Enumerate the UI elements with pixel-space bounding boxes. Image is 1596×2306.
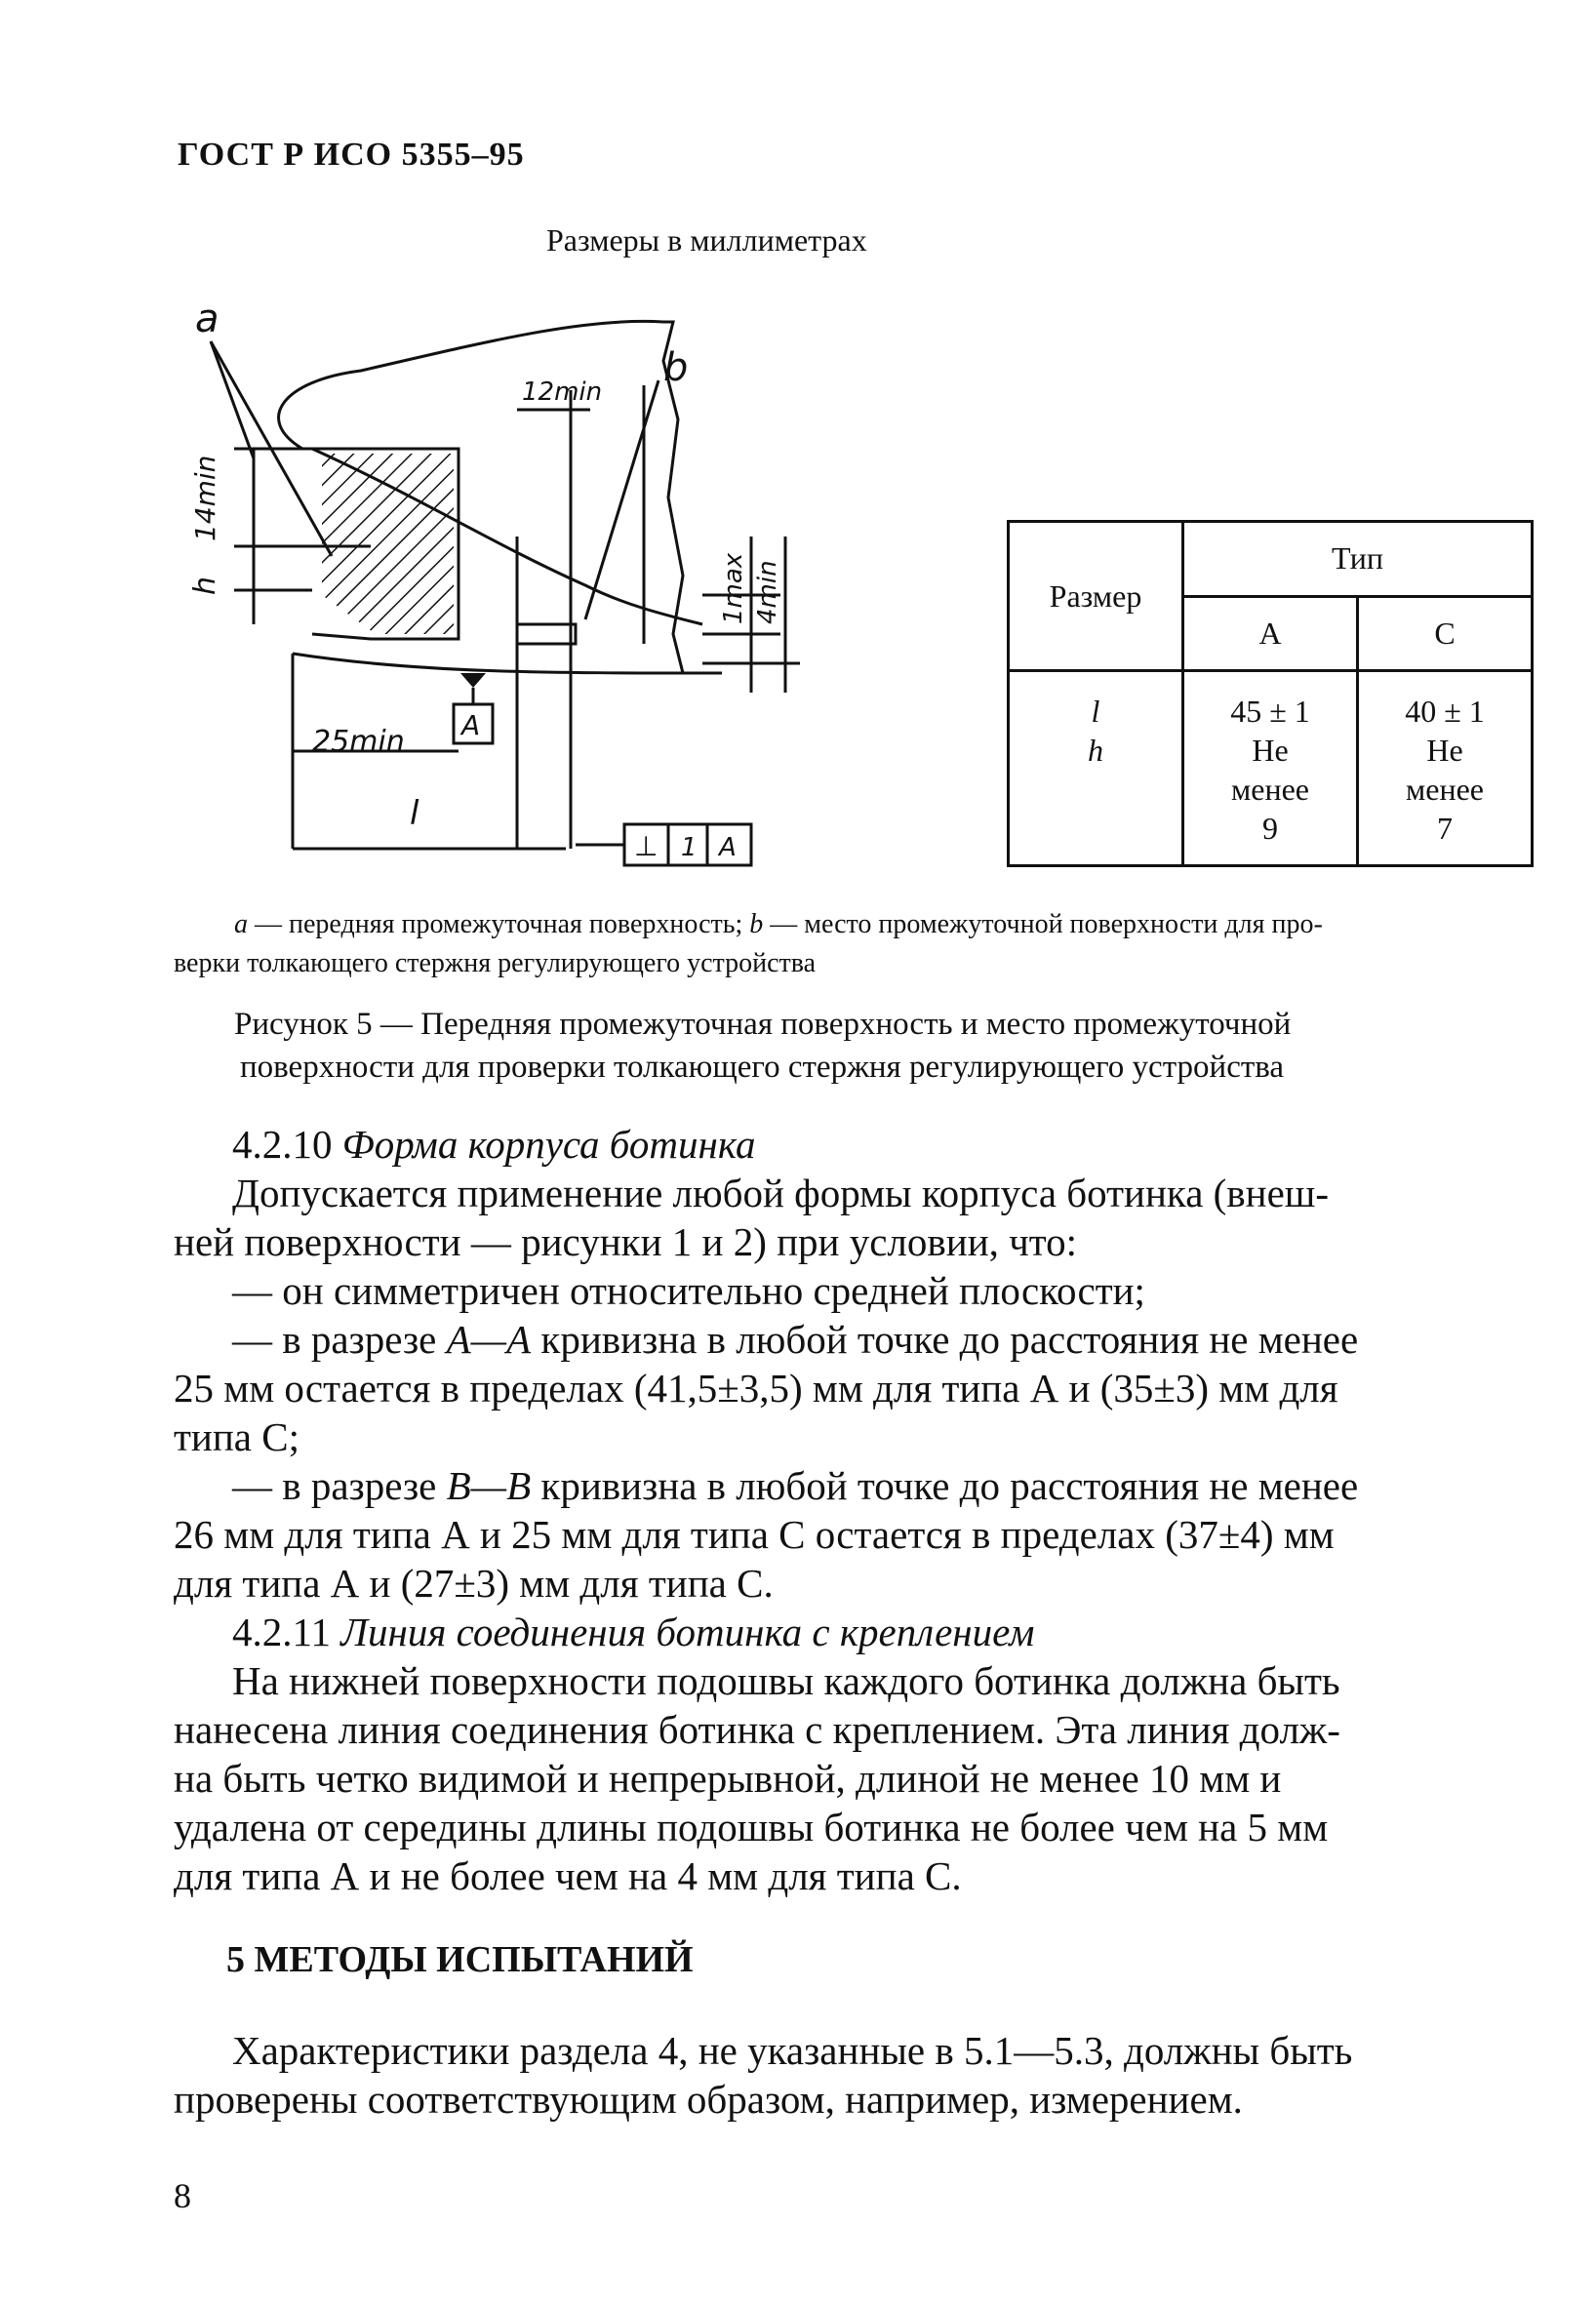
row-l-label: l xyxy=(1091,694,1100,729)
type-a-h3: 9 xyxy=(1262,811,1278,846)
datum-label: A xyxy=(461,709,481,741)
page-number: 8 xyxy=(174,2176,191,2215)
label-a: a xyxy=(195,302,219,341)
section-4-2-10-heading: 4.2.10 Форма корпуса ботинка xyxy=(232,1122,756,1167)
label-25min: 25min xyxy=(312,725,405,759)
header-type-c: С xyxy=(1358,596,1533,671)
s4210-p5: 25 мм остается в пределах (41,5±3,5) мм для типа А и (35±3) мм для xyxy=(174,1366,1338,1411)
s5-p1: Характеристики раздела 4, не указанные в 5.1—5.3, должны быть xyxy=(232,2028,1353,2073)
s4210-p3: — он симметричен относительно средней плоскости; xyxy=(232,1268,1145,1313)
figure-legend-line2: верки толкающего стержня регулирующего устройства xyxy=(174,948,817,978)
type-a-h1: Не xyxy=(1252,733,1289,768)
dimensions-table xyxy=(1007,520,1534,867)
type-c-h1: Не xyxy=(1426,733,1463,768)
type-a-values xyxy=(1183,671,1358,866)
row-h-label: h xyxy=(1088,733,1103,768)
type-c-h3: 7 xyxy=(1437,811,1453,846)
s4211-p2: нанесена линия соединения ботинка с креплением. Эта линия долж- xyxy=(174,1707,1340,1752)
s4211-p3: на быть четко видимой и непрерывной, длиной не менее 10 мм и xyxy=(174,1756,1282,1801)
label-h: h xyxy=(188,576,222,595)
row-labels xyxy=(1009,671,1183,866)
s4210-p6: типа С; xyxy=(174,1414,299,1459)
type-c-values xyxy=(1358,671,1533,866)
type-c-h2: менее xyxy=(1406,772,1484,807)
figure-caption-line2: поверхности для проверки толкающего стержня регулирующего устройства xyxy=(240,1050,1285,1085)
type-c-l: 40 ± 1 xyxy=(1405,694,1485,729)
dimensions-note: Размеры в миллиметрах xyxy=(546,222,867,258)
document-header: ГОСТ Р ИСО 5355–95 xyxy=(178,137,525,173)
s4210-p9: для типа А и (27±3) мм для типа С. xyxy=(174,1561,774,1606)
label-b: b xyxy=(663,345,689,390)
header-type-a: А xyxy=(1183,596,1358,671)
s4210-p4: — в разрезе А—А кривизна в любой точке до расстояния не менее xyxy=(232,1317,1359,1362)
label-14min: 14min xyxy=(189,455,221,541)
section-4-2-11-heading: 4.2.11 Линия соединения ботинка с креплением xyxy=(232,1610,1035,1654)
s5-p2: проверены соответствующим образом, например, измерением. xyxy=(174,2077,1243,2122)
figure-caption-line1: Рисунок 5 — Передняя промежуточная поверхность и место промежуточной xyxy=(234,1007,1292,1042)
label-l: l xyxy=(410,794,419,833)
s4210-p1: Допускается применение любой формы корпуса ботинка (внеш- xyxy=(232,1171,1330,1215)
tolerance-value: 1 xyxy=(681,833,698,862)
label-1max: 1max xyxy=(719,552,748,624)
s4210-p7: — в разрезе В—В кривизна в любой точке до расстояния не менее xyxy=(232,1463,1359,1508)
type-a-h2: менее xyxy=(1231,772,1309,807)
label-4min: 4min xyxy=(753,560,782,624)
label-12min: 12min xyxy=(522,378,603,407)
header-type: Тип xyxy=(1183,522,1533,597)
figure-5-drawing xyxy=(176,302,898,868)
figure-legend: a — передняя промежуточная поверхность; b — место промежуточной поверхности для про- xyxy=(234,909,1323,939)
s4210-p2: ней поверхности — рисунки 1 и 2) при условии, что: xyxy=(174,1219,1078,1264)
s4211-p4: удалена от середины длины подошвы ботинка не более чем на 5 мм xyxy=(174,1805,1329,1849)
tolerance-symbol: ⊥ xyxy=(634,830,658,862)
type-a-l: 45 ± 1 xyxy=(1230,694,1310,729)
tolerance-ref: A xyxy=(719,833,737,862)
header-size: Размер xyxy=(1009,522,1183,671)
s4211-p5: для типа А и не более чем на 4 мм для типа С. xyxy=(174,1853,962,1898)
section-5-heading: 5 МЕТОДЫ ИСПЫТАНИЙ xyxy=(226,1939,694,1980)
s4210-p8: 26 мм для типа А и 25 мм для типа С остается в пределах (37±4) мм xyxy=(174,1512,1335,1557)
s4211-p1: На нижней поверхности подошвы каждого ботинка должна быть xyxy=(232,1658,1340,1703)
